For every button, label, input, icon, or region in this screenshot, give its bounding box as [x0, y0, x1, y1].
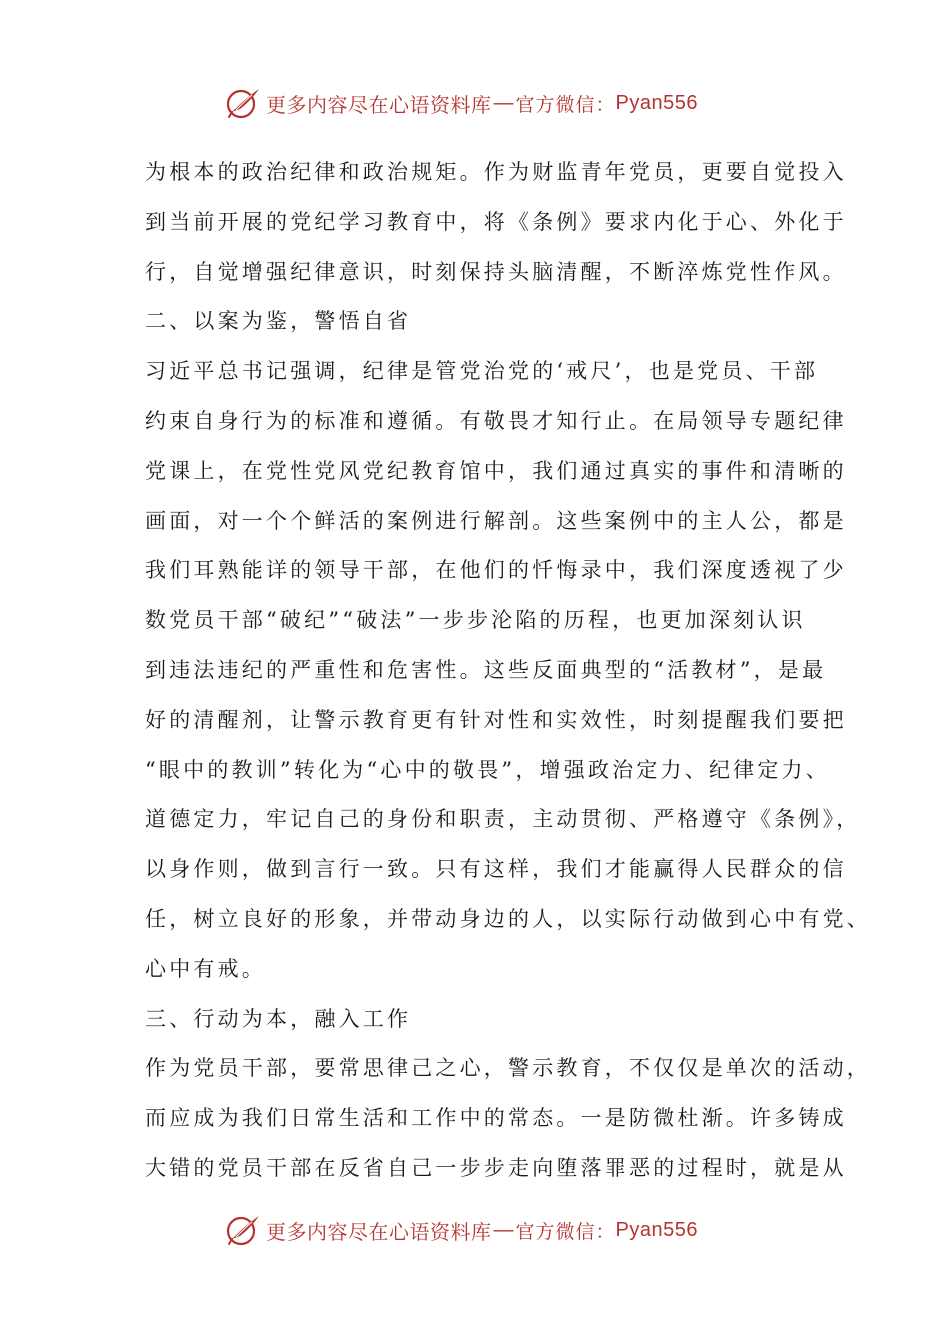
quill-pen-logo-icon — [226, 86, 262, 120]
body-line: 为根本的政治纪律和政治规矩。作为财监青年党员，更要自觉投入 — [145, 160, 847, 184]
watermark-dash: — — [493, 91, 514, 114]
watermark-contact-label: 官方微信： — [515, 93, 616, 116]
footer-watermark — [226, 1213, 746, 1247]
body-line: 数党员干部“破纪”“破法”一步步沦陷的历程，也更加深刻认识 — [145, 608, 806, 633]
body-line: 党课上，在党性党风党纪教育馆中，我们通过真实的事件和清晰的 — [145, 458, 847, 483]
document-body — [145, 148, 871, 1194]
body-line: 心中有戒。 — [145, 956, 266, 981]
body-line: 我们耳熟能详的领导干部，在他们的忏悔录中，我们深度透视了少 — [145, 558, 847, 583]
body-line: 行，自觉增强纪律意识，时刻保持头脑清醒，不断淬炼党性作风。 — [145, 259, 847, 284]
body-line: 画面，对一个个鲜活的案例进行解剖。这些案例中的主人公，都是 — [145, 508, 847, 533]
body-line: 约束自身行为的标准和遵循。有敬畏才知行止。在局领导专题纪律 — [145, 408, 847, 433]
body-line: 习近平总书记强调，纪律是管党治党的‘戒尺’，也是党员、干部 — [145, 359, 819, 384]
watermark-dash: — — [493, 1218, 514, 1241]
body-line: 以身作则，做到言行一致。只有这样，我们才能赢得人民群众的信 — [145, 857, 847, 882]
body-line: 而应成为我们日常生活和工作中的常态。一是防微杜渐。许多铸成 — [145, 1106, 847, 1131]
watermark-library-name: 更多内容尽在心语资料库 — [266, 1219, 492, 1244]
body-line: 任，树立良好的形象，并带动身边的人，以实际行动做到心中有党、 — [145, 906, 871, 931]
body-line: 作为党员干部，要常思律己之心，警示教育，不仅仅是单次的活动， — [145, 1056, 871, 1081]
header-watermark — [226, 86, 746, 120]
section-heading: 二、以案为鉴，警悟自省 — [145, 309, 412, 334]
body-line: 大错的党员干部在反省自己一步步走向堕落罪恶的过程时，就是从 — [145, 1155, 847, 1180]
body-line: 到违法违纪的严重性和危害性。这些反面典型的“活教材”，是最 — [145, 657, 827, 682]
body-line: 到当前开展的党纪学习教育中，将《条例》要求内化于心、外化于 — [145, 209, 847, 234]
body-line: “眼中的教训”转化为“心中的敬畏”，增强政治定力、纪律定力、 — [145, 757, 830, 782]
quill-pen-logo-icon — [226, 1213, 262, 1247]
section-heading: 三、行动为本，融入工作 — [145, 1006, 412, 1031]
watermark-contact-label: 官方微信： — [515, 1220, 616, 1243]
watermark-wechat-id: Pyan556 — [615, 1218, 698, 1241]
body-line: 道德定力，牢记自己的身份和职责，主动贯彻、严格遵守《条例》， — [145, 807, 861, 832]
body-line: 好的清醒剂，让警示教育更有针对性和实效性，时刻提醒我们要把 — [145, 707, 847, 732]
watermark-wechat-id: Pyan556 — [615, 91, 698, 114]
watermark-library-name: 更多内容尽在心语资料库 — [266, 92, 492, 117]
